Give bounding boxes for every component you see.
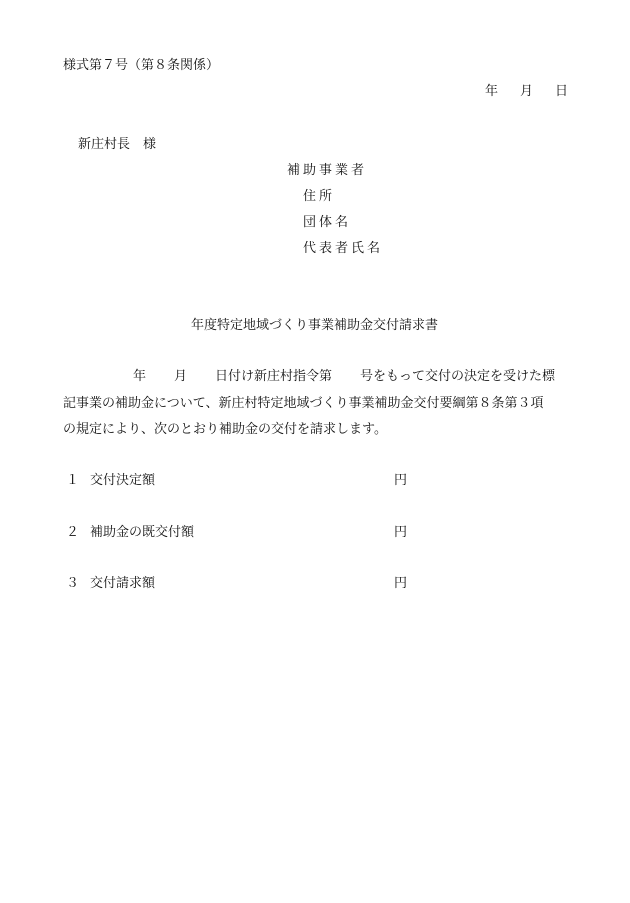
date-month-label: 月 xyxy=(520,84,534,99)
body-paragraph-line-3: の規定により、次のとおり補助金の交付を請求します。 xyxy=(63,422,387,437)
body-month-label: 月 xyxy=(174,369,188,384)
form-label: 様式第７号（第８条関係） xyxy=(63,58,220,73)
date-year-label: 年 xyxy=(485,84,499,99)
date-line xyxy=(485,84,568,100)
item-unit: 円 xyxy=(394,473,408,488)
body-paragraph-line-1 xyxy=(63,369,555,385)
body-end-text: 号をもって交付の決定を受けた標 xyxy=(360,369,556,384)
body-mid-text: 日付け新庄村指令第 xyxy=(215,369,333,384)
item-number: ３ xyxy=(66,576,80,591)
date-day-label: 日 xyxy=(555,84,569,99)
applicant-rep-label: 代表者氏名 xyxy=(303,241,384,256)
item-unit: 円 xyxy=(394,525,408,540)
item-label: 交付請求額 xyxy=(90,576,156,591)
applicant-address-label: 住所 xyxy=(303,189,336,204)
item-label: 補助金の既交付額 xyxy=(90,525,195,540)
document-title: 年度特定地域づくり事業補助金交付請求書 xyxy=(191,318,439,333)
applicant-org-label: 団体名 xyxy=(303,215,352,230)
item-number: １ xyxy=(66,473,80,488)
body-year-label: 年 xyxy=(133,369,147,384)
item-number: ２ xyxy=(66,525,80,540)
item-unit: 円 xyxy=(394,576,408,591)
applicant-title: 補助事業者 xyxy=(287,163,368,178)
item-label: 交付決定額 xyxy=(90,473,156,488)
body-paragraph-line-2: 記事業の補助金について、新庄村特定地域づくり事業補助金交付要綱第８条第３項 xyxy=(63,396,544,411)
addressee: 新庄村長 様 xyxy=(78,137,157,152)
